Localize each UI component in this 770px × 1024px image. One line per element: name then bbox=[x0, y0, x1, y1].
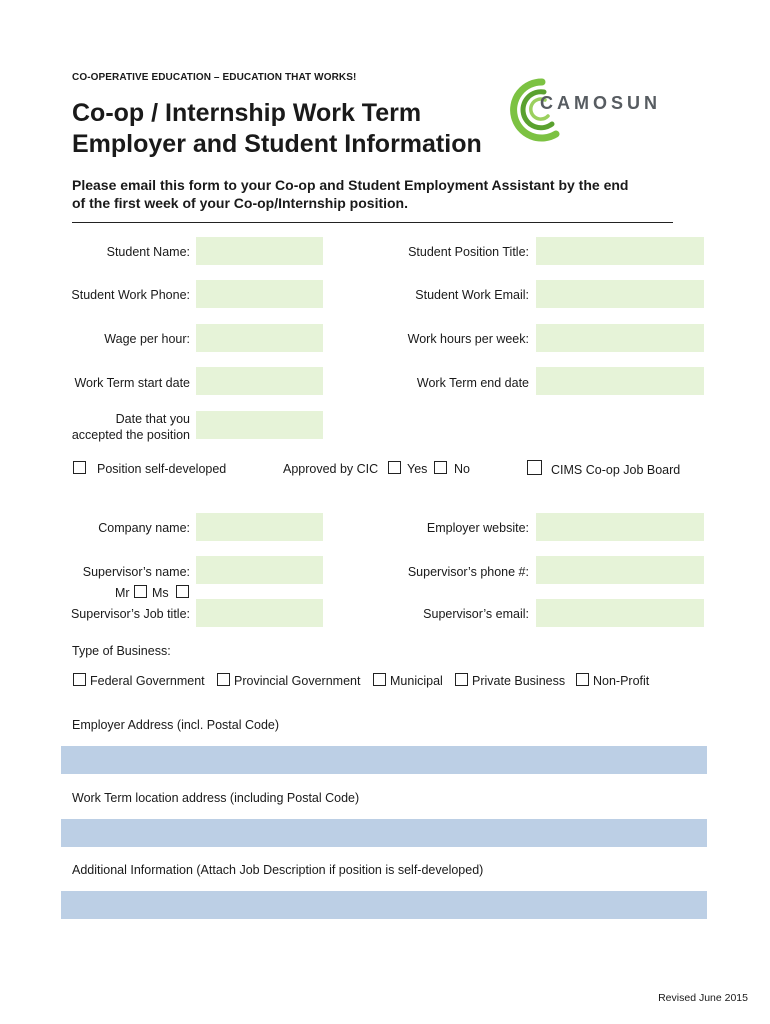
mr-checkbox[interactable] bbox=[134, 585, 147, 598]
employer-website-field[interactable] bbox=[536, 513, 704, 541]
student-position-title-label: Student Position Title: bbox=[408, 245, 529, 259]
date-accepted-label-1: Date that you bbox=[115, 412, 190, 426]
cims-job-board-label: CIMS Co-op Job Board bbox=[551, 463, 681, 477]
supervisor-name-label: Supervisor’s name: bbox=[82, 565, 190, 579]
no-checkbox[interactable] bbox=[434, 461, 447, 474]
private-business-checkbox[interactable] bbox=[455, 673, 468, 686]
work-term-start-field[interactable] bbox=[196, 367, 323, 395]
student-work-phone-label: Student Work Phone: bbox=[71, 288, 190, 302]
non-profit-label: Non-Profit bbox=[593, 674, 650, 688]
position-self-developed-checkbox[interactable] bbox=[73, 461, 86, 474]
student-work-email-label: Student Work Email: bbox=[415, 288, 529, 302]
camosun-logo bbox=[508, 78, 678, 142]
title-line-2: Employer and Student Information bbox=[72, 130, 482, 158]
federal-government-label: Federal Government bbox=[90, 674, 205, 688]
no-label: No bbox=[454, 462, 470, 476]
ms-checkbox[interactable] bbox=[176, 585, 189, 598]
work-term-location-label: Work Term location address (including Postal Code) bbox=[72, 791, 360, 805]
additional-info-label: Additional Information (Attach Job Description if position is self-developed) bbox=[72, 863, 484, 877]
supervisor-email-label: Supervisor’s email: bbox=[423, 607, 529, 621]
instructions bbox=[72, 176, 692, 212]
work-term-start-label: Work Term start date bbox=[74, 376, 190, 390]
tagline: CO-OPERATIVE EDUCATION – EDUCATION THAT WORKS! bbox=[72, 72, 357, 83]
instructions-line-2: of the first week of your Co-op/Internship position. bbox=[72, 195, 408, 211]
divider bbox=[72, 222, 673, 223]
student-work-phone-field[interactable] bbox=[196, 280, 323, 308]
date-accepted-field[interactable] bbox=[196, 411, 323, 439]
logo-wordmark: CAMOSUN bbox=[540, 93, 661, 113]
municipal-label: Municipal bbox=[390, 674, 443, 688]
wage-per-hour-label: Wage per hour: bbox=[104, 332, 190, 346]
work-hours-per-week-label: Work hours per week: bbox=[407, 332, 529, 346]
instructions-line-1: Please email this form to your Co-op and Student Employment Assistant by the end bbox=[72, 177, 629, 193]
supervisor-email-field[interactable] bbox=[536, 599, 704, 627]
employer-address-field[interactable] bbox=[61, 746, 707, 774]
work-term-location-field[interactable] bbox=[61, 819, 707, 847]
student-position-title-field[interactable] bbox=[536, 237, 704, 265]
company-name-field[interactable] bbox=[196, 513, 323, 541]
municipal-checkbox[interactable] bbox=[373, 673, 386, 686]
supervisor-job-title-field[interactable] bbox=[196, 599, 323, 627]
ms-label: Ms bbox=[152, 586, 169, 600]
employer-address-label: Employer Address (incl. Postal Code) bbox=[72, 718, 280, 732]
yes-checkbox[interactable] bbox=[388, 461, 401, 474]
provincial-government-checkbox[interactable] bbox=[217, 673, 230, 686]
page-title bbox=[72, 98, 512, 160]
supervisor-phone-field[interactable] bbox=[536, 556, 704, 584]
provincial-government-label: Provincial Government bbox=[234, 674, 361, 688]
non-profit-checkbox[interactable] bbox=[576, 673, 589, 686]
supervisor-phone-label: Supervisor’s phone #: bbox=[407, 565, 529, 579]
position-self-developed-label: Position self-developed bbox=[97, 462, 227, 476]
approved-by-cic-label: Approved by CIC bbox=[283, 462, 379, 476]
cims-job-board-checkbox[interactable] bbox=[527, 460, 542, 475]
type-of-business-label: Type of Business: bbox=[72, 644, 171, 658]
revised-date: Revised June 2015 bbox=[658, 992, 748, 1004]
supervisor-name-field[interactable] bbox=[196, 556, 323, 584]
additional-info-field[interactable] bbox=[61, 891, 707, 919]
date-accepted-label-2: accepted the position bbox=[71, 428, 190, 442]
title-line-1: Co-op / Internship Work Term bbox=[72, 99, 422, 127]
yes-label: Yes bbox=[407, 462, 428, 476]
supervisor-job-title-label: Supervisor’s Job title: bbox=[70, 607, 190, 621]
work-hours-per-week-field[interactable] bbox=[536, 324, 704, 352]
mr-label: Mr bbox=[115, 586, 130, 600]
company-name-label: Company name: bbox=[98, 521, 190, 535]
employer-website-label: Employer website: bbox=[426, 521, 529, 535]
student-work-email-field[interactable] bbox=[536, 280, 704, 308]
work-term-end-label: Work Term end date bbox=[416, 376, 529, 390]
private-business-label: Private Business bbox=[472, 674, 566, 688]
wage-per-hour-field[interactable] bbox=[196, 324, 323, 352]
student-name-field[interactable] bbox=[196, 237, 323, 265]
federal-government-checkbox[interactable] bbox=[73, 673, 86, 686]
student-name-label: Student Name: bbox=[106, 245, 190, 259]
work-term-end-field[interactable] bbox=[536, 367, 704, 395]
